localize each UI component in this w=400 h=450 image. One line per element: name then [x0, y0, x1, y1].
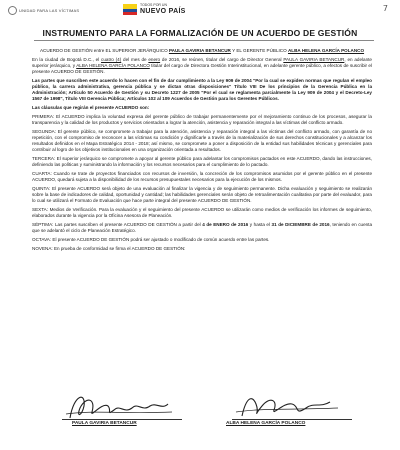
signature-right — [222, 388, 372, 430]
government-logo: TODOS POR UN NUEVO PAÍS — [123, 4, 186, 15]
meeting-paragraph: En la ciudad de Bogotá D.C., el cuatro (4) del mes de enero de 2016, se reúnen, titular del cargo de Director General PAULA GAVIRIA BETANCUR, en adelante superior jerárquico, y ALBA HELENA GARCÍA POLANCO titular del cargo de Directora Gestión Interinstitucional, en adelante gerente público, a efectos de suscribir el presente ACUERDO DE GESTIÓN. — [32, 57, 372, 74]
clause-tercera: TERCERA: El superior jerárquico se compromete a apoyar al gerente público para adelantar los compromisos pactados en este ACUERDO, dando las instrucciones, definiendo las políticas y suministrando la información y los recursos necesarios para el cumplimiento de lo pactado. — [32, 155, 372, 167]
clause-octava: OCTAVA: El presente ACUERDO DE GESTIÓN podrá ser ajustado o modificado de común acuerdo entre las partes. — [32, 236, 270, 242]
signature-line-left — [62, 419, 182, 420]
clause-novena: NOVENA: En prueba de conformidad se firma el ACUERDO DE GESTIÓN: — [32, 245, 186, 251]
clause-cuarta: CUARTA: Cuando se trate de proyectos financiados con recursos de inversión, la concreción de los compromisos asumidos por el gerente público en el presente ACUERDO, quedará sujeta a la disponibilidad de los recursos presupuestales necesarios para la ejecución de los mismos. — [32, 170, 372, 182]
colombia-flag-icon — [123, 4, 137, 15]
clauses-heading: Las cláusulas que regirán el presente ACUERDO son: — [32, 104, 150, 110]
signer-name-left: PAULA GAVIRIA BETANCUR — [72, 421, 137, 426]
signature-line-right — [232, 419, 352, 420]
legal-basis-paragraph: Las partes que suscriben este acuerdo lo hacen con el fin de dar cumplimiento a la Ley 909 de 2004 "Por la cual se expiden normas que regulan el empleo público, la carrera administrativa, gerencia pública y se dictan otras disposiciones" Título VIII De los principios de la Gerencia Pública en la Administración; Artículo 50 Acuerdo de Gestión y su Decreto 1227 de 2005 "Por el cual se reglamenta parcialmente la Ley 909 de 2004 y el Decreto-Ley 1567 de 1998", Título VIII Gerencia Pública; Artículos 102 al 109 Acuerdos de Gestión para los Gerentes Públicos. — [32, 78, 372, 101]
document-title: INSTRUMENTO PARA LA FORMALIZACIÓN DE UN ACUERDO DE GESTIÓN — [42, 28, 358, 38]
signature-left — [62, 388, 212, 430]
clause-quinta: QUINTA: El presente ACUERDO será objeto de una evaluación al finalizar la vigencia y de seguimiento permanente. Dicha evaluación y seguimiento se realizarán sobre la base de indicadores de calidad, oportunidad y cantidad; las habilidades gerenciales serán objeto de retroalimentación cualitativa por parte del evaluador, para lo cual se utilizará el Formato de Evaluación que hace parte integral del presente ACUERDO DE GESTIÓN. — [32, 185, 372, 203]
coat-of-arms-icon — [8, 6, 17, 15]
signer-name-right: ALBA HELENA GARCÍA POLANCO — [226, 421, 306, 426]
victims-unit-logo: UNIDAD PARA LAS VÍCTIMAS — [8, 6, 79, 15]
signature-block — [32, 388, 372, 450]
intro-paragraph: ACUERDO DE GESTIÓN entre EL SUPERIOR JERÁRQUICO PAULA GAVIRIA BETANCUR Y EL GERENTE PÚBLICO ALBA HELENA GARCÍA POLANCO — [39, 48, 365, 53]
title-divider — [34, 40, 374, 41]
clause-segunda: SEGUNDA: El gerente público, se compromete a trabajar para la atención, asistencia y reparación integral a las víctimas del conflicto armado, con garantía de no repetición, con el compromiso de reconocer a las víctimas su condición y dignificarle a través de la materialización de sus derechos constitucionales y a alcanzar los resultados definidos en el Mapa Estratégico 2014 - 2018; así mismo, se compromete a poner a disposición de la entidad sus habilidades técnicas y gerenciales para contribuir al logro de los objetivos institucionales en una organización orientada a resultados. — [32, 128, 372, 152]
clause-septima: SÉPTIMA: Las partes suscriben el presente ACUERDO DE GESTIÓN a partir del 4 de ENERO de 2016 y hasta el 31 de DICIEMBRE de 2016, teniendo en cuenta que se adelantó el ciclo de Planeación Estratégico. — [32, 221, 373, 233]
document-body — [32, 48, 372, 255]
clause-primera: PRIMERA: El ACUERDO implica la voluntad expresa del gerente público de trabajar permanentemente por el mejoramiento continuo de los procesos, asegurar la transparencia y la calidad de los productos y servicios orientados a lograr la atención, asistencia y reparación integral a las víctimas del conflicto armado. — [32, 113, 372, 125]
handwritten-page-number: 7 — [382, 4, 388, 13]
document-header — [8, 4, 392, 20]
clause-sexta: SEXTA: Medios de Verificación. Para la evaluación y el seguimiento del presente ACUERDO se utilizarán como medios de verificación los informes de seguimiento, elaborados durante la vigencia por la Oficina Asesora de Planeación. — [32, 206, 372, 218]
